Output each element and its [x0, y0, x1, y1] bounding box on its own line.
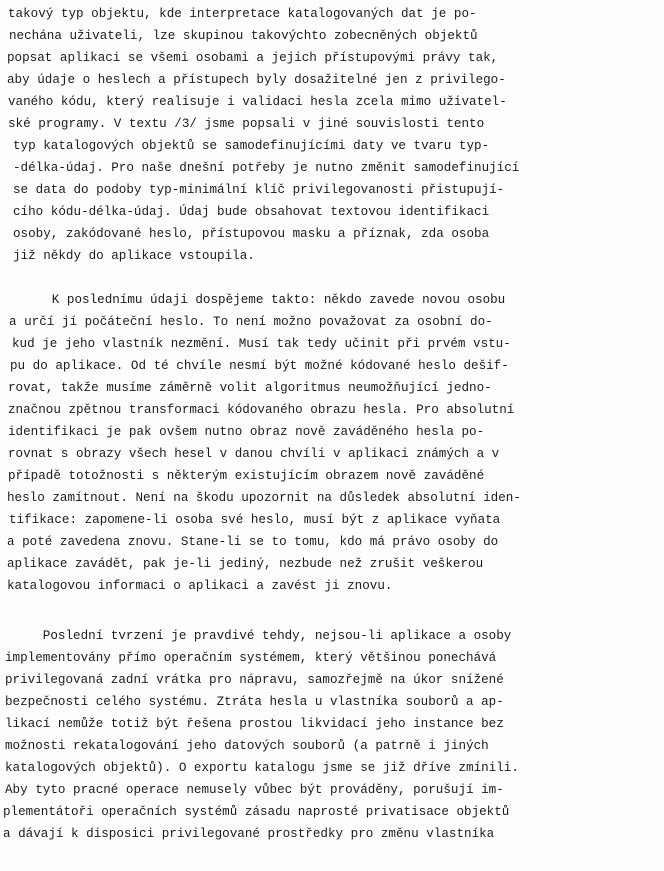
text-line: implementovány přímo operačním systémem, který většinou ponechává — [5, 651, 497, 665]
text-line: plementátoři operačních systémů zásadu naprosté privatisace objektů — [3, 805, 510, 819]
text-line: a dávají k disposici privilegované prostředky pro změnu vlastníka — [3, 827, 495, 841]
text-line: privilegovaná zadní vrátka pro nápravu, samozřejmě na úkor snížené — [5, 673, 504, 687]
text-line: a určí jí počáteční heslo. To není možno považovat za osobní do- — [9, 315, 493, 329]
text-line: Aby tyto pracné operace nemusely vůbec být prováděny, porušují im- — [5, 783, 504, 797]
text-line: likací nemůže totiž být řešena prostou likvidací jeho instance bez — [5, 717, 504, 731]
text-line: Poslední tvrzení je pravdivé tehdy, nejsou-li aplikace a osoby — [5, 629, 512, 643]
text-line: již někdy do aplikace vstoupila. — [13, 249, 255, 263]
text-line: aby údaje o heslech a přístupech byly dosažitelné jen z privilego- — [7, 73, 506, 87]
text-line: heslo zamítnout. Není na škodu upozornit na důsledek absolutní iden- — [7, 491, 521, 505]
text-line: případě totožnosti s některým existujícím obrazem nově zaváděné — [8, 469, 485, 483]
text-line: se data do podoby typ-minimální klíč privilegovanosti přistupují- — [13, 183, 505, 197]
text-line: a poté zavedena znovu. Stane-li se to tomu, kdo má právo osoby do — [7, 535, 499, 549]
text-line: kud je jeho vlastník nezmění. Musí tak tedy učinit při prvém vstu- — [12, 337, 511, 351]
text-line: K poslednímu údaji dospějeme takto: někdo zavede novou osobu — [14, 293, 506, 307]
text-line: možnosti rekatalogování jeho datových souborů (a patrně i jiných — [5, 739, 489, 753]
text-line: osoby, zakódované heslo, přístupovou masku a příznak, zda osoba — [13, 227, 490, 241]
text-line: -délka-údaj. Pro naše dnešní potřeby je nutno změnit samodefinující — [13, 161, 520, 175]
text-line: značnou zpětnou transformaci kódovaného obrazu hesla. Pro absolutní — [8, 403, 515, 417]
text-line: identifikaci je pak ovšem nutno obraz nově zaváděného hesla po- — [8, 425, 485, 439]
text-line: rovat, takže musíme záměrně volit algoritmus neumožňující jedno- — [8, 381, 492, 395]
text-line: cího kódu-délka-údaj. Údaj bude obsahovat textovou identifikaci — [13, 205, 490, 219]
text-line: takový typ objektu, kde interpretace katalogovaných dat je po- — [8, 7, 477, 21]
text-line: nechána uživateli, lze skupinou takovýchto zobecněných objektů — [9, 29, 478, 43]
text-line: tifikace: zapomene-li osoba své heslo, musí být z aplikace vyňata — [9, 513, 501, 527]
text-line: pu do aplikace. Od té chvíle nesmí být možné kódované heslo dešif- — [10, 359, 509, 373]
text-line: rovnat s obrazy všech hesel v danou chvíli v aplikaci známých a v — [8, 447, 500, 461]
text-line: katalogových objektů). O exportu katalogu jsme se již dříve zmínili. — [5, 761, 519, 775]
text-line: ské programy. V textu /3/ jsme popsali v jiné souvislosti tento — [8, 117, 485, 131]
text-line: aplikace zavádět, pak je-li jediný, nezbude než zrušit veškerou — [7, 557, 484, 571]
text-line: typ katalogových objektů se samodefinujícími daty ve tvaru typ- — [13, 139, 490, 153]
text-line: vaného kódu, který realisuje i validaci hesla zcela mimo uživatel- — [8, 95, 507, 109]
text-line: katalogovou informaci o aplikaci a zavést ji znovu. — [7, 579, 393, 593]
text-line: bezpečnosti celého systému. Ztráta hesla u vlastníka souborů a ap- — [5, 695, 504, 709]
text-line: popsat aplikaci se všemi osobami a jejich přístupovými právy tak, — [7, 51, 499, 65]
